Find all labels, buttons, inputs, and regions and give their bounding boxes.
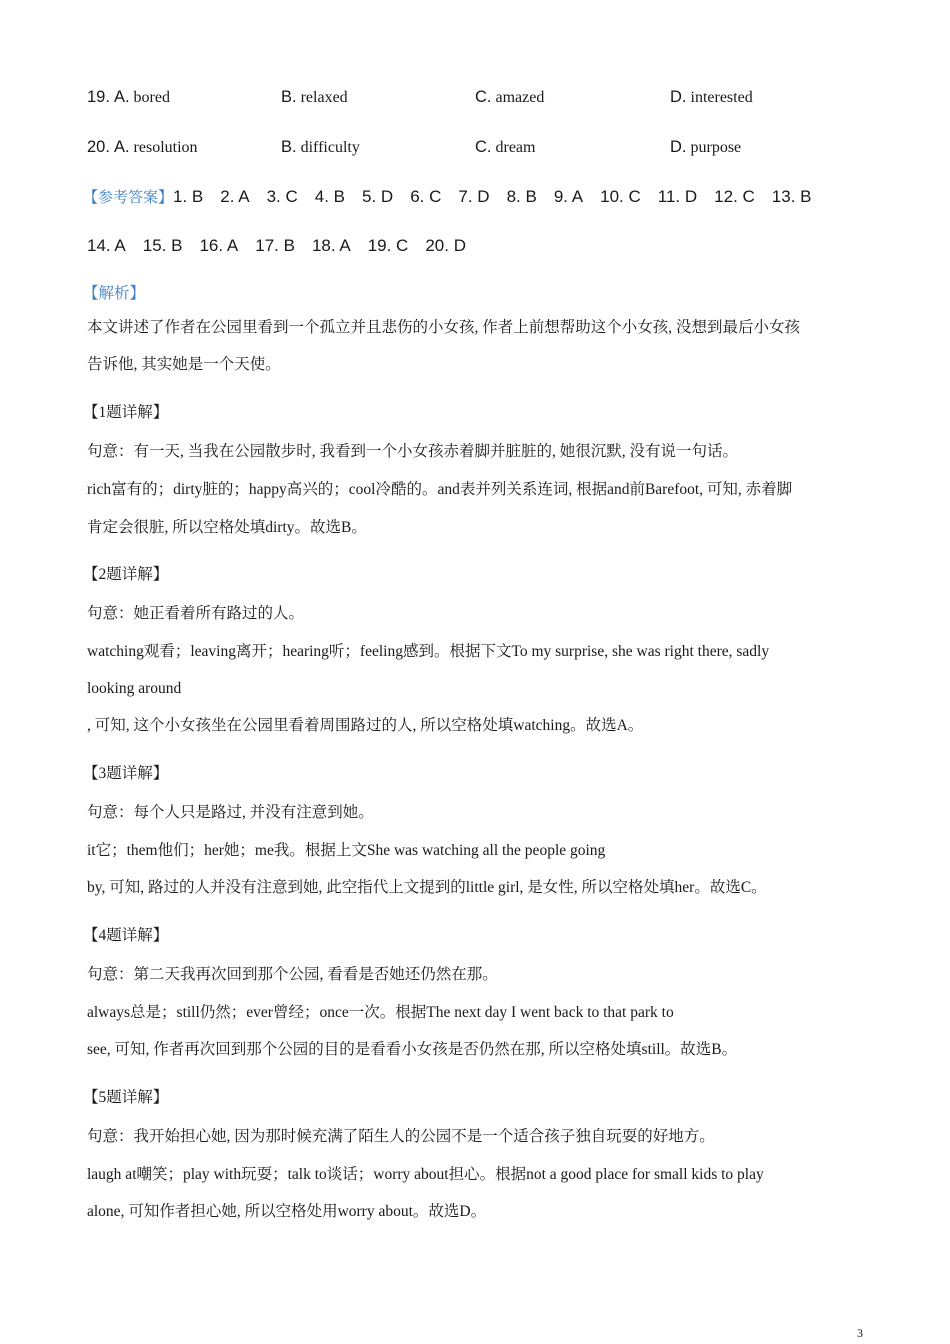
answer-item: 1. B — [173, 187, 204, 206]
answer-item: 8. B — [506, 187, 537, 206]
detail-line: 句意：她正看着所有路过的人。 — [87, 605, 305, 622]
answer-item: 19. C — [367, 236, 409, 255]
question-number: 20. — [87, 138, 110, 156]
answer-item: 18. A — [311, 236, 351, 255]
option-d: D. purpose — [670, 138, 742, 156]
detail-3-title: 【3题详解】 — [83, 765, 169, 782]
detail-line: watching观看；leaving离开；hearing听；feeling感到。根据下文To my surprise, she was right there, sadly — [87, 643, 770, 660]
detail-line: alone, 可知作者担心她, 所以空格处用worry about。故选D。 — [87, 1203, 487, 1220]
detail-line: 句意：每个人只是路过, 并没有注意到她。 — [87, 804, 374, 821]
answer-item: 3. C — [266, 187, 298, 206]
analysis-label: 【解析】 — [83, 285, 146, 302]
answer-item: 7. D — [458, 187, 490, 206]
answer-item: 20. D — [425, 236, 466, 255]
detail-line: 句意：有一天, 当我在公园散步时, 我看到一个小女孩赤着脚并脏脏的, 她很沉默, 没有说一句话。 — [87, 443, 739, 460]
question-19-options — [87, 88, 867, 116]
answer-item: 15. B — [142, 236, 183, 255]
answer-item: 11. D — [657, 187, 698, 206]
answer-item: 2. A — [220, 187, 250, 206]
answer-key-row-1 — [83, 186, 829, 207]
answer-list — [87, 236, 483, 255]
detail-line: looking around — [87, 680, 182, 697]
answer-item: 9. A — [553, 187, 584, 206]
answer-item: 12. C — [714, 187, 755, 206]
detail-line: 肯定会很脏, 所以空格处填dirty。故选B。 — [87, 519, 367, 536]
detail-line: see, 可知, 作者再次回到那个公园的目的是看看小女孩是否仍然在那, 所以空格处填still。故选B。 — [87, 1041, 738, 1058]
summary-line: 本文讲述了作者在公园里看到一个孤立并且悲伤的小女孩, 作者上前想帮助这个小女孩, 没想到最后小女孩 — [87, 319, 801, 336]
detail-line: , 可知, 这个小女孩坐在公园里看着周围路过的人, 所以空格处填watching。故选A。 — [87, 717, 644, 734]
answer-list — [173, 187, 828, 206]
answer-item: 16. A — [199, 236, 239, 255]
answer-item: 13. B — [771, 187, 812, 206]
detail-line: rich富有的；dirty脏的；happy高兴的；cool冷酷的。and表并列关系连词, 根据and前Barefoot, 可知, 赤着脚 — [87, 481, 793, 498]
option-d: D. interested — [670, 88, 753, 106]
detail-line: it它；them他们；her她；me我。根据上文She was watching all the people going — [87, 842, 606, 859]
question-number: 19. — [87, 88, 110, 106]
answer-item: 5. D — [362, 187, 394, 206]
question-20-options — [87, 138, 867, 166]
detail-4-title: 【4题详解】 — [83, 927, 169, 944]
answer-key-label: 【参考答案】 — [83, 188, 174, 206]
answer-item: 6. C — [410, 187, 442, 206]
answer-key-row-2 — [87, 236, 483, 256]
option-c: C. amazed — [475, 88, 545, 106]
summary-line: 告诉他, 其实她是一个天使。 — [87, 356, 281, 373]
detail-2-title: 【2题详解】 — [83, 566, 169, 583]
detail-line: laugh at嘲笑；play with玩耍；talk to谈话；worry about担心。根据not a good place for small kids to play — [87, 1166, 764, 1183]
option-a: 20. A. resolution — [87, 138, 198, 156]
option-b: B. difficulty — [281, 138, 360, 156]
answer-item: 10. C — [600, 187, 641, 206]
detail-1-title: 【1题详解】 — [83, 404, 169, 421]
detail-line: 句意：第二天我再次回到那个公园, 看看是否她还仍然在那。 — [87, 966, 498, 983]
page-number: 3 — [857, 1326, 863, 1340]
answer-item: 17. B — [255, 236, 295, 255]
detail-line: by, 可知, 路过的人并没有注意到她, 此空指代上文提到的little girl, 是女性, 所以空格处填her。故选C。 — [87, 879, 767, 896]
detail-5-title: 【5题详解】 — [83, 1089, 169, 1106]
detail-line: 句意：我开始担心她, 因为那时候充满了陌生人的公园不是一个适合孩子独自玩耍的好地方。 — [87, 1128, 715, 1145]
option-b: B. relaxed — [281, 88, 348, 106]
answer-item: 14. A — [87, 236, 126, 255]
answer-item: 4. B — [314, 187, 346, 206]
option-c: C. dream — [475, 138, 536, 156]
option-a: 19. A. bored — [87, 88, 170, 106]
detail-line: always总是；still仍然；ever曾经；once一次。根据The next day I went back to that park to — [87, 1004, 674, 1021]
